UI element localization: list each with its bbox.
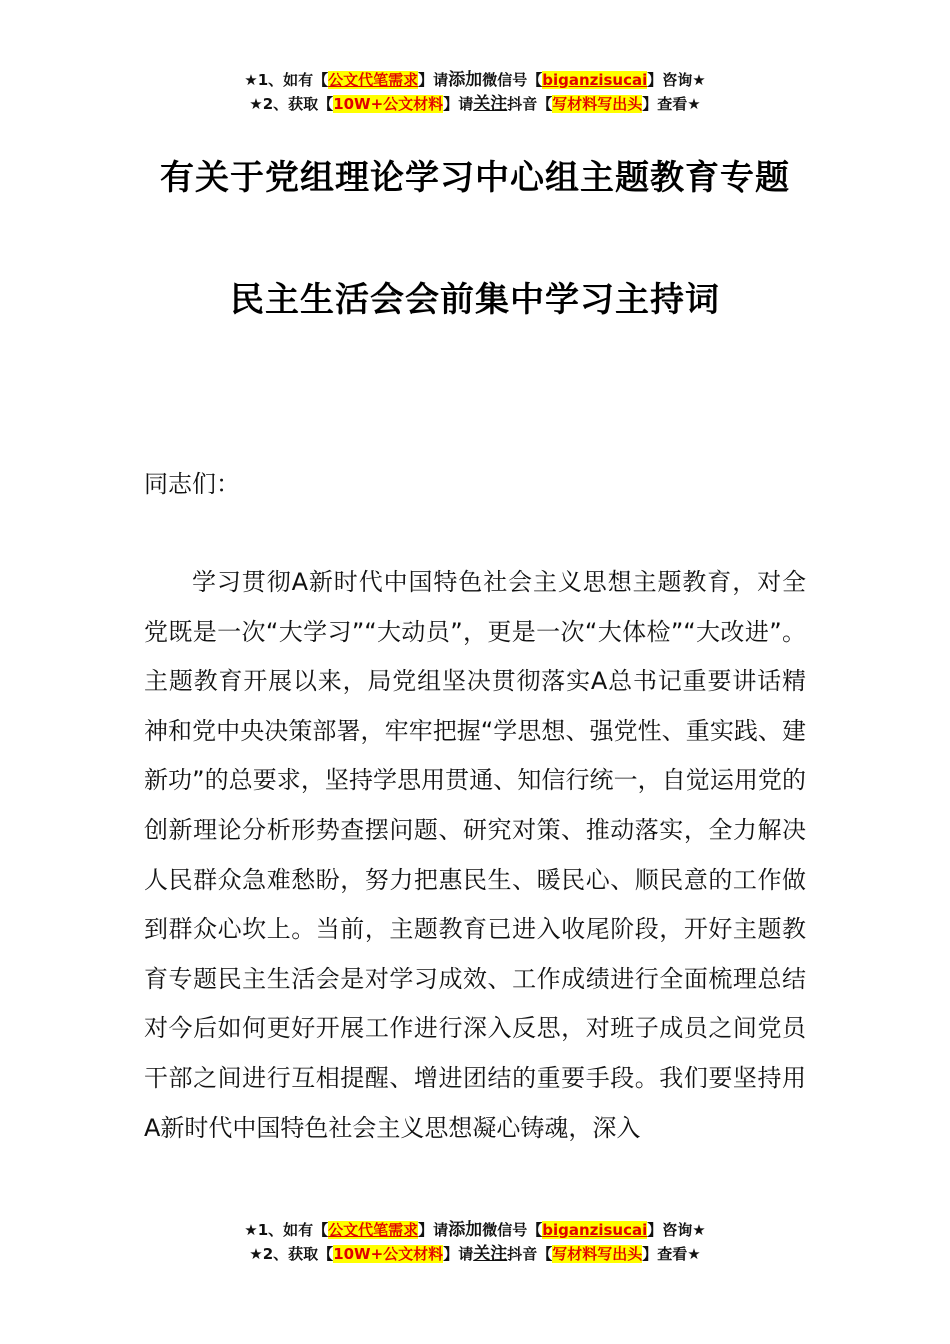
banner-text: 抖音【 [507, 1245, 553, 1263]
banner-text: 】请 [443, 1245, 474, 1263]
banner-highlight: 10W+公文材料 [333, 1245, 444, 1263]
banner-text: 】查看★ [642, 1245, 701, 1263]
banner-text: ★1、如有【 [244, 1221, 329, 1239]
banner-highlight: 公文代笔需求 [328, 1221, 419, 1239]
banner-text: 】请 [443, 95, 474, 113]
banner-emphasis: 添加 [448, 1220, 483, 1240]
document-title-line-2: 民主生活会会前集中学习主持词 [230, 280, 720, 320]
banner-text: ★1、如有【 [244, 71, 329, 89]
banner-emphasis: 添加 [448, 70, 483, 90]
salutation: 同志们： [144, 470, 240, 498]
banner-text: 微信号【 [482, 1221, 543, 1239]
banner-text: 】请 [418, 1221, 449, 1239]
banner-highlight: 写材料写出头 [552, 95, 643, 113]
banner-text: 】查看★ [642, 95, 701, 113]
banner-text: 】请 [418, 71, 449, 89]
banner-line-2 [0, 1242, 950, 1266]
document-title-line-1: 有关于党组理论学习中心组主题教育专题 [160, 158, 790, 198]
banner-text: 】咨询★ [647, 1221, 706, 1239]
banner-highlight: 写材料写出头 [552, 1245, 643, 1263]
banner-emphasis: 关注 [473, 1244, 508, 1264]
banner-text: ★2、获取【 [249, 1245, 334, 1263]
banner-highlight: 10W+公文材料 [333, 95, 444, 113]
banner-line-1 [0, 1218, 950, 1242]
banner-line-2 [0, 92, 950, 116]
banner-text: 】咨询★ [647, 71, 706, 89]
banner-highlight: biganzisucai [542, 1221, 648, 1239]
banner-text: 抖音【 [507, 95, 553, 113]
banner-text: ★2、获取【 [249, 95, 334, 113]
banner-line-1 [0, 68, 950, 92]
bottom-banner [0, 1218, 950, 1266]
body-paragraph: 学习贯彻A新时代中国特色社会主义思想主题教育，对全党既是一次“大学习”“大动员”，更是一次“大体检”“大改进”。主题教育开展以来，局党组坚决贯彻落实A总书记重要讲话精神和党中央决策部署，牢牢把握“学思想、强党性、重实践、建新功”的总要求，坚持学思用贯通、知信行统一，自觉运用党的创新理论分析形势查摆问题、研究对策、推动落实，全力解决人民群众急难愁盼，努力把惠民生、暖民心、顺民意的工作做到群众心坎上。当前，主题教育已进入收尾阶段，开好主题教育专题民主生活会是对学习成效、工作成绩进行全面梳理总结对今后如何更好开展工作进行深入反思，对班子成员之间党员干部之间进行互相提醒、增进团结的重要手段。我们要坚持用A新时代中国特色社会主义思想凝心铸魂，深入 [144, 568, 806, 1142]
banner-highlight: biganzisucai [542, 71, 648, 89]
banner-text: 微信号【 [482, 71, 543, 89]
banner-emphasis: 关注 [473, 94, 508, 114]
banner-highlight: 公文代笔需求 [328, 71, 419, 89]
top-banner [0, 68, 950, 116]
